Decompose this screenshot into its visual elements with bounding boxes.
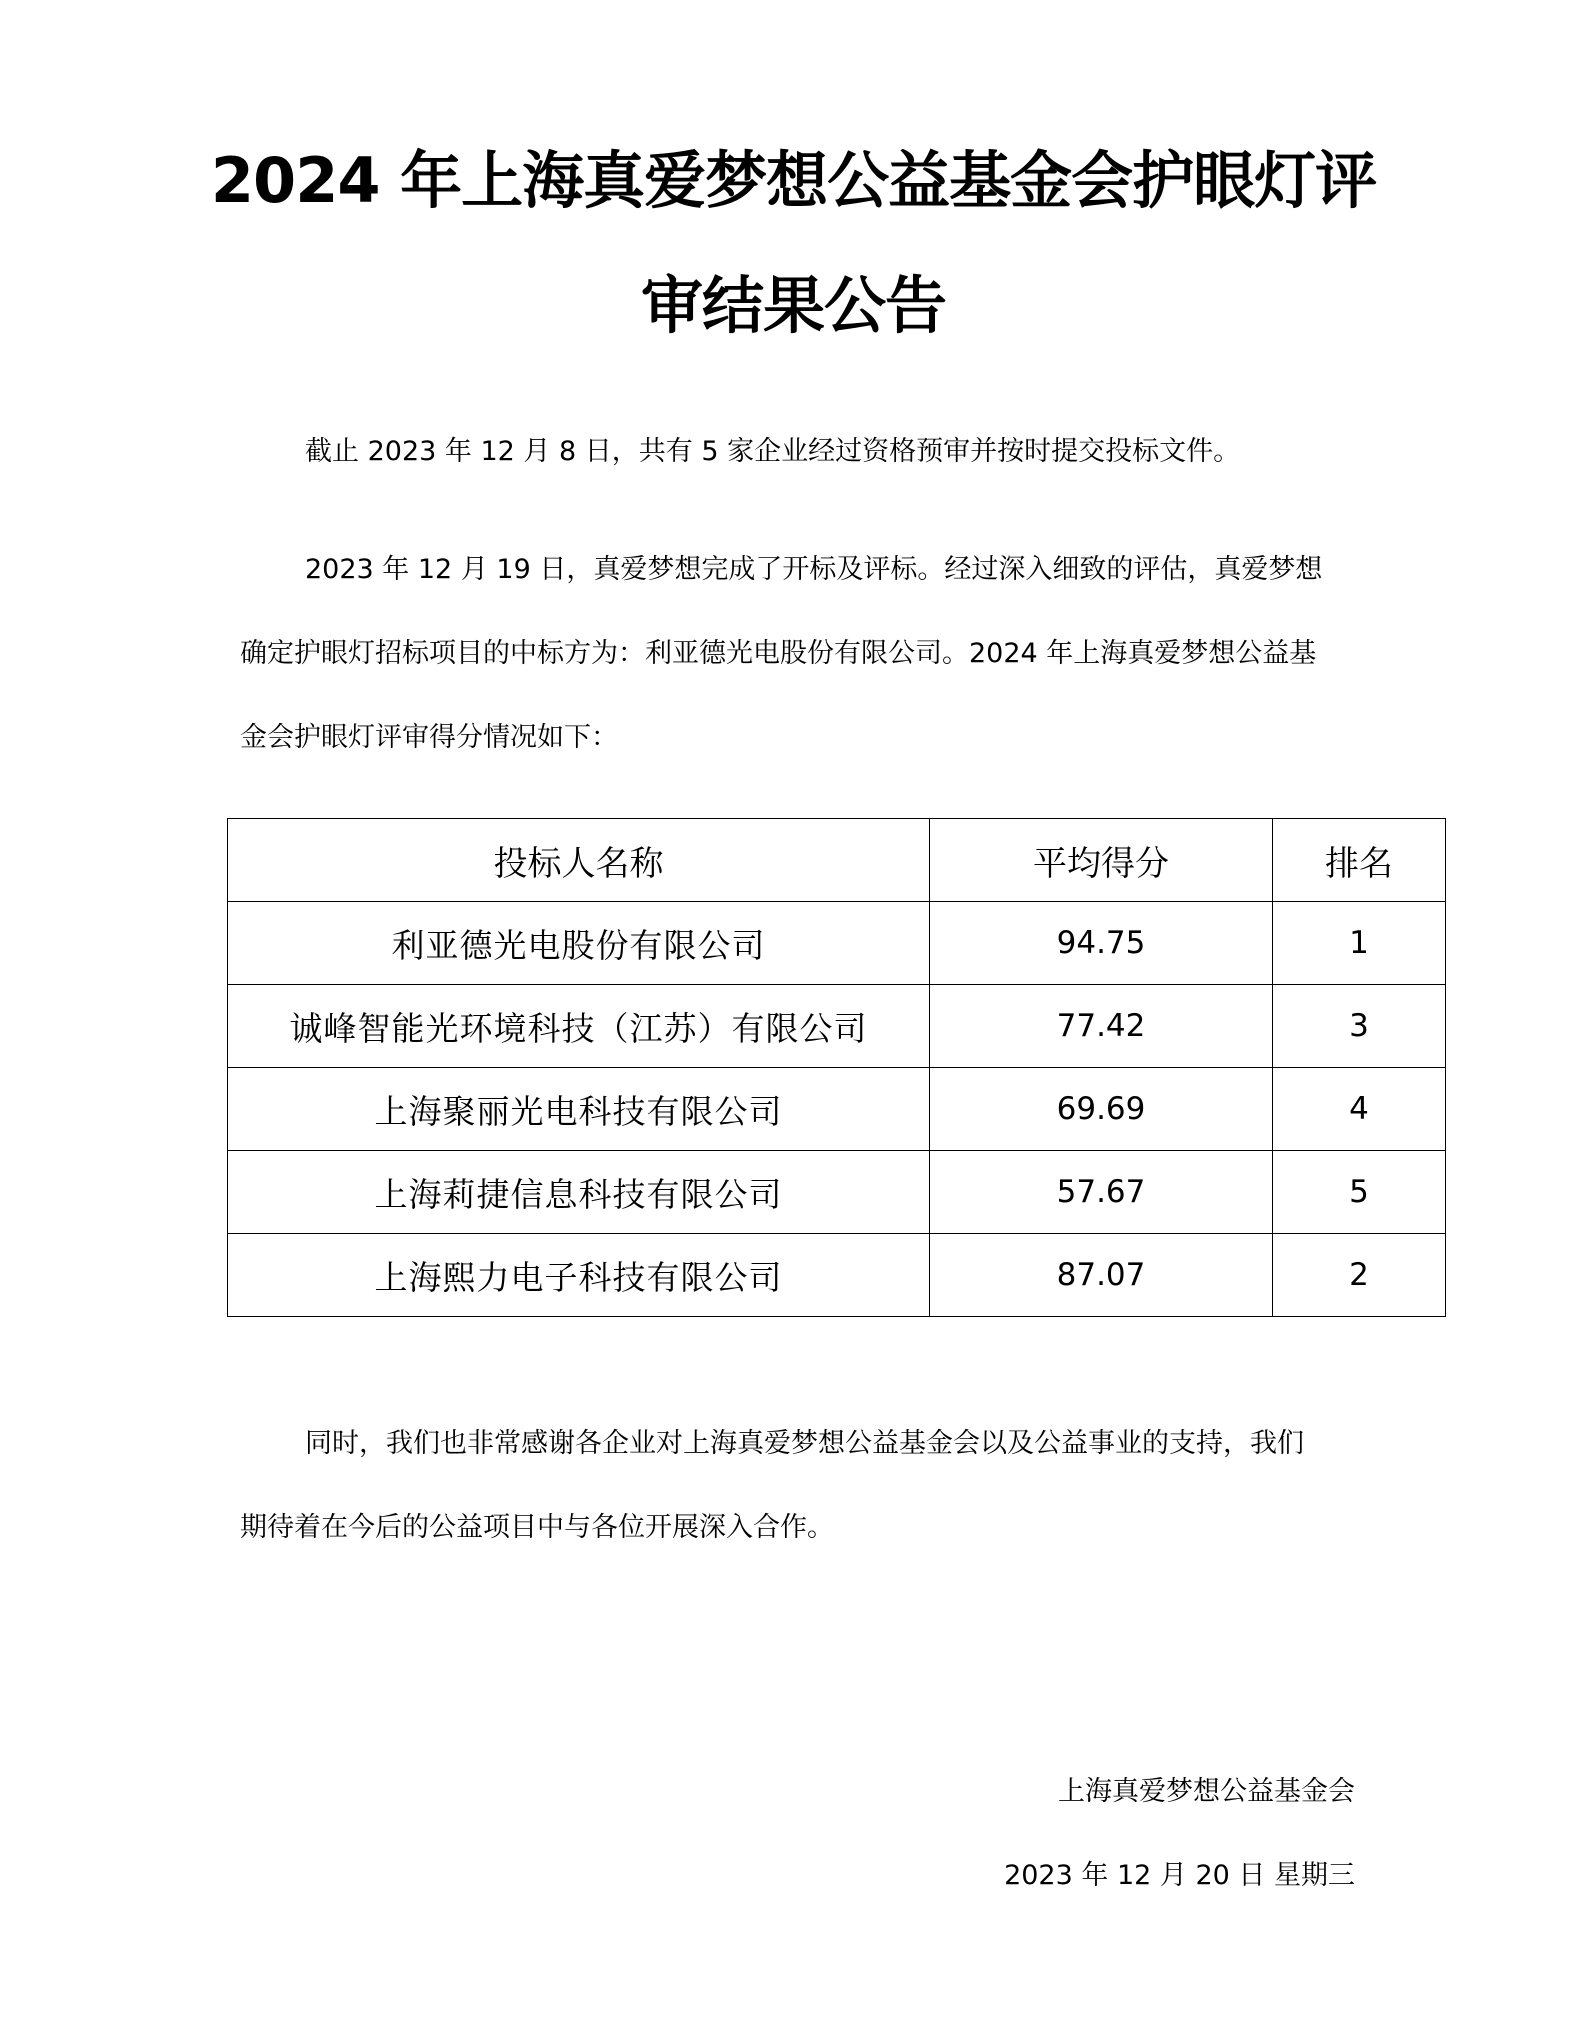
score-cell: 87.07: [930, 1234, 1273, 1317]
score-cell: 77.42: [930, 985, 1273, 1068]
table-row: [228, 1151, 1446, 1234]
paragraph-2-line-2: 确定护眼灯招标项目的中标方为：利亚德光电股份有限公司。2024 年上海真爱梦想公益基: [240, 638, 1317, 669]
header-bidder-name: 投标人名称: [228, 819, 930, 902]
table-row: [228, 902, 1446, 985]
table-row: [228, 1068, 1446, 1151]
score-cell: 94.75: [930, 902, 1273, 985]
header-rank: 排名: [1273, 819, 1446, 902]
paragraph-2-line-1: 2023 年 12 月 19 日，真爱梦想完成了开标及评标。经过深入细致的评估，真爱梦想: [305, 554, 1323, 585]
score-cell: 57.67: [930, 1151, 1273, 1234]
table-row: [228, 1234, 1446, 1317]
rank-cell: 2: [1273, 1234, 1446, 1317]
bidder-name-cell: 诚峰智能光环境科技（江苏）有限公司: [228, 985, 930, 1068]
table-header-row: [228, 819, 1446, 902]
bidder-name-cell: 上海聚丽光电科技有限公司: [228, 1068, 930, 1151]
signature-date: 2023 年 12 月 20 日 星期三: [1004, 1860, 1355, 1891]
bidder-name-cell: 上海莉捷信息科技有限公司: [228, 1151, 930, 1234]
signature-organization: 上海真爱梦想公益基金会: [1058, 1776, 1355, 1807]
rank-cell: 1: [1273, 902, 1446, 985]
score-cell: 69.69: [930, 1068, 1273, 1151]
paragraph-2-line-3: 金会护眼灯评审得分情况如下：: [240, 722, 618, 753]
rank-cell: 3: [1273, 985, 1446, 1068]
bidder-name-cell: 上海熙力电子科技有限公司: [228, 1234, 930, 1317]
document-title-line-1: 2024 年上海真爱梦想公益基金会护眼灯评: [210, 144, 1377, 217]
table-row: [228, 985, 1446, 1068]
bidder-name-cell: 利亚德光电股份有限公司: [228, 902, 930, 985]
paragraph-1-line-1: 截止 2023 年 12 月 8 日，共有 5 家企业经过资格预审并按时提交投标文件。: [305, 436, 1241, 467]
document-title-line-2: 审结果公告: [640, 269, 946, 342]
paragraph-3-line-2: 期待着在今后的公益项目中与各位开展深入合作。: [240, 1512, 834, 1543]
paragraph-3-line-1: 同时，我们也非常感谢各企业对上海真爱梦想公益基金会以及公益事业的支持，我们: [305, 1428, 1304, 1459]
rank-cell: 5: [1273, 1151, 1446, 1234]
score-table: [227, 818, 1446, 1317]
header-average-score: 平均得分: [930, 819, 1273, 902]
rank-cell: 4: [1273, 1068, 1446, 1151]
